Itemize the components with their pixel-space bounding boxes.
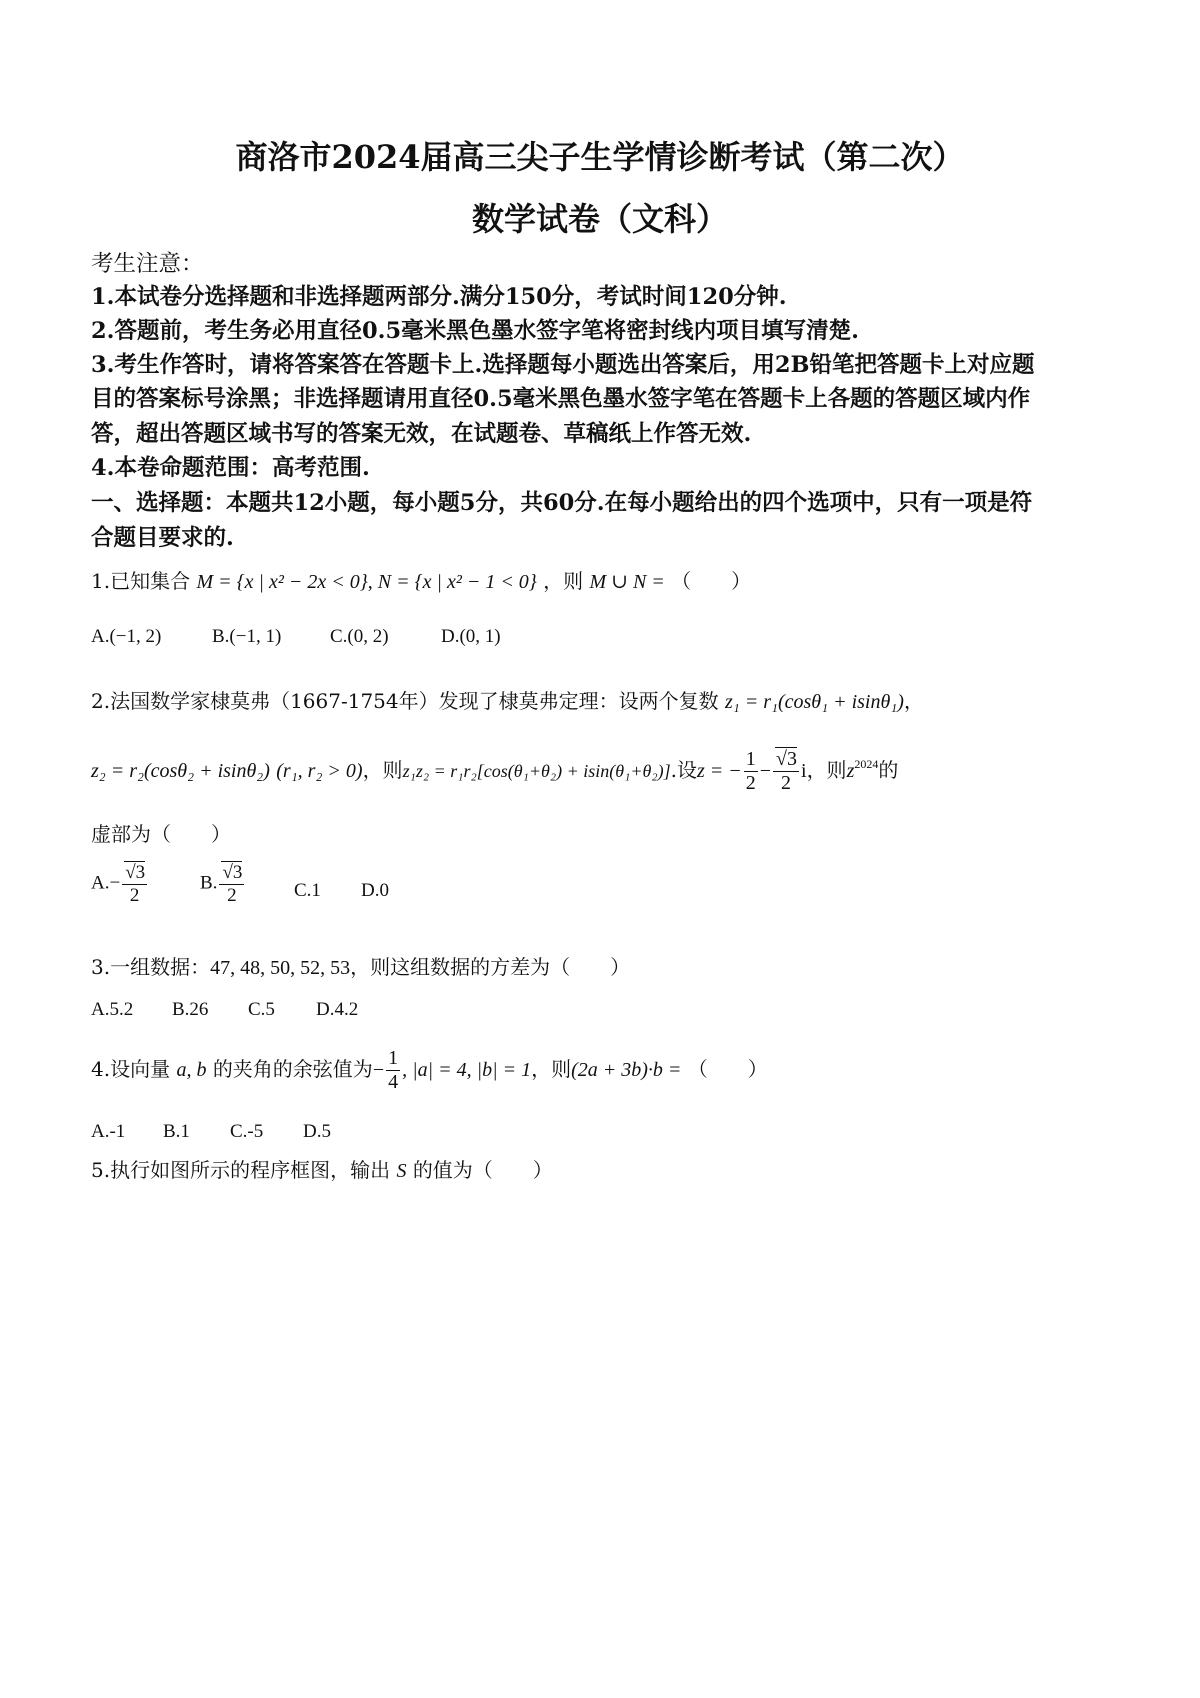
q1-text-after: ，则 xyxy=(543,569,584,593)
q3-option-d: D.4.2 xyxy=(316,999,359,1020)
q2-sqrt3-denominator: 2 xyxy=(781,772,791,794)
q3-text-before: 3.一组数据： xyxy=(91,955,211,979)
section-1-heading-line-1: 一、选择题：本题共12小题，每小题5分，共60分.在每小题给出的四个选项中，只有一项是符 xyxy=(91,490,1033,516)
q3-option-b: B.26 xyxy=(172,999,209,1020)
question-1: 1.已知集合 M = {x | x² − 2x < 0}, N = {x | x² − 1 < 0} ，则 M ∪ N = （ ） xyxy=(91,569,752,593)
notice-item-1: 1.本试卷分选择题和非选择题两部分.满分150分，考试时间120分钟. xyxy=(91,284,787,310)
q1-option-b: B.(−1, 1) xyxy=(212,626,282,647)
q2-then-2: ，则 xyxy=(806,758,847,782)
q5-variable: S xyxy=(396,1160,407,1182)
q4-cos-numerator: 1 xyxy=(388,1047,399,1069)
question-2-line-1: 2.法国数学家棣莫弗（1667-1754年）发现了棣莫弗定理：设两个复数 z₁ = r₁(cosθ₁ + isinθ₁)， xyxy=(91,689,924,713)
q2-product-formula: z₁z₂ = r₁r₂[cos(θ₁+θ₂) + isin(θ₁+θ₂)] xyxy=(402,761,671,781)
question-4: 4.设向量 a, b 的夹角的余弦值为− $\frac{1}{4}$ , |a| = 4, |b| = 1，则(2a + 3b)·b = （ ） xyxy=(91,1047,768,1093)
q4-answer-blank: （ ） xyxy=(687,1057,768,1081)
question-3 xyxy=(91,951,630,980)
q2-half-numerator: 1 xyxy=(745,748,756,770)
q3-data: 47, 48, 50, 52, 53 xyxy=(210,957,351,979)
notice-item-2: 2.答题前，考生务必用直径0.5毫米黑色墨水签字笔将密封线内项目填写清楚. xyxy=(91,318,859,344)
q1-option-c: C.(0, 2) xyxy=(330,626,389,647)
q4-expression: (2a + 3b)·b = xyxy=(571,1059,682,1081)
q1-expression: M ∪ N = xyxy=(589,571,665,593)
question-2-line-3: 虚部为（ ） xyxy=(91,822,231,846)
q4-option-b: B.1 xyxy=(163,1121,190,1142)
q4-cos-denominator: 4 xyxy=(388,1071,399,1093)
q1-option-a: A.(−1, 2) xyxy=(91,626,162,647)
q2-z-prefix: z = − xyxy=(696,760,742,782)
q3-text-after: ，则这组数据的方差为（ ） xyxy=(350,955,631,979)
notice-heading: 考生注意： xyxy=(91,251,204,277)
question-5 xyxy=(91,1154,553,1183)
q2-option-a: A.− $\frac{√3}{2}$ xyxy=(91,862,146,906)
q4-option-a: A.-1 xyxy=(91,1121,126,1142)
notice-item-3-line-2: 目的答案标号涂黑；非选择题请用直径0.5毫米黑色墨水签字笔在答题卡上各题的答题区域内作 xyxy=(91,386,1031,412)
q2-z1-definition: z₁ = r₁(cosθ₁ + isinθ₁) xyxy=(725,691,904,713)
exam-title: 商洛市2024届高三尖子生学情诊断考试（第二次） xyxy=(235,138,965,176)
q2-option-c: C.1 xyxy=(294,880,321,901)
q4-option-c: C.-5 xyxy=(230,1121,264,1142)
q5-text-after: 的值为（ ） xyxy=(412,1158,553,1182)
section-1-heading-line-2: 合题目要求的. xyxy=(91,525,234,551)
notice-item-4: 4.本卷命题范围：高考范围. xyxy=(91,455,370,481)
q2-de: 的 xyxy=(878,758,899,782)
q4-text-mid: 的夹角的余弦值为 xyxy=(212,1057,373,1081)
q1-set-m: M = {x | x² − 2x < 0} xyxy=(196,571,368,593)
q2-option-b: B. $\frac{√3}{2}$ xyxy=(200,862,243,906)
q2-condition: (r₁, r₂ > 0) xyxy=(276,760,363,782)
notice-item-3-line-1: 3.考生作答时，请将答案答在答题卡上.选择题每小题选出答案后，用2B铅笔把答题卡上对应题 xyxy=(91,352,1035,378)
question-2-line-2: z₂ = r₂(cosθ₂ + isinθ₂) (r₁, r₂ > 0)，则z₁z₂ = r₁r₂[cos(θ₁+θ₂) + isin(θ₁+θ₂)].设z = − $\frac{1}{2}$ − $\frac{√3}{2}$ i，则$z^{2024}$的 xyxy=(91,748,899,794)
q2-z-power: z xyxy=(846,760,855,782)
q2-z2-definition: z₂ = r₂(cosθ₂ + isinθ₂) xyxy=(91,760,270,782)
q2-imaginary-unit: i xyxy=(801,760,807,782)
q4-then: ，则 xyxy=(531,1057,572,1081)
q4-option-d: D.5 xyxy=(303,1121,331,1142)
q2-sqrt3: √3 xyxy=(776,748,797,770)
q2-half-denominator: 2 xyxy=(745,772,756,794)
q1-text-before: 1.已知集合 xyxy=(91,569,191,593)
q2-option-d: D.0 xyxy=(361,880,389,901)
q2-then: ，则 xyxy=(362,758,403,782)
q3-option-c: C.5 xyxy=(248,999,275,1020)
q4-text-before: 4.设向量 xyxy=(91,1057,171,1081)
notice-item-3-line-3: 答，超出答题区域书写的答案无效，在试题卷、草稿纸上作答无效. xyxy=(91,421,752,447)
q2-text-line-1: 2.法国数学家棣莫弗（1667-1754年）发现了棣莫弗定理：设两个复数 xyxy=(91,689,719,713)
q4-norms: , |a| = 4, |b| = 1 xyxy=(402,1059,532,1081)
exam-subtitle: 数学试卷（文科） xyxy=(471,200,728,238)
q2-set-z: .设 xyxy=(670,758,697,782)
q3-option-a: A.5.2 xyxy=(91,999,134,1020)
q4-vectors: a, b xyxy=(176,1059,207,1081)
q1-option-d: D.(0, 1) xyxy=(441,626,501,647)
q1-answer-blank: （ ） xyxy=(671,569,752,593)
q2-exponent: 2024 xyxy=(854,757,879,771)
q1-set-n: N = {x | x² − 1 < 0} xyxy=(377,571,537,593)
q5-text: 5.执行如图所示的程序框图，输出 xyxy=(91,1158,391,1182)
